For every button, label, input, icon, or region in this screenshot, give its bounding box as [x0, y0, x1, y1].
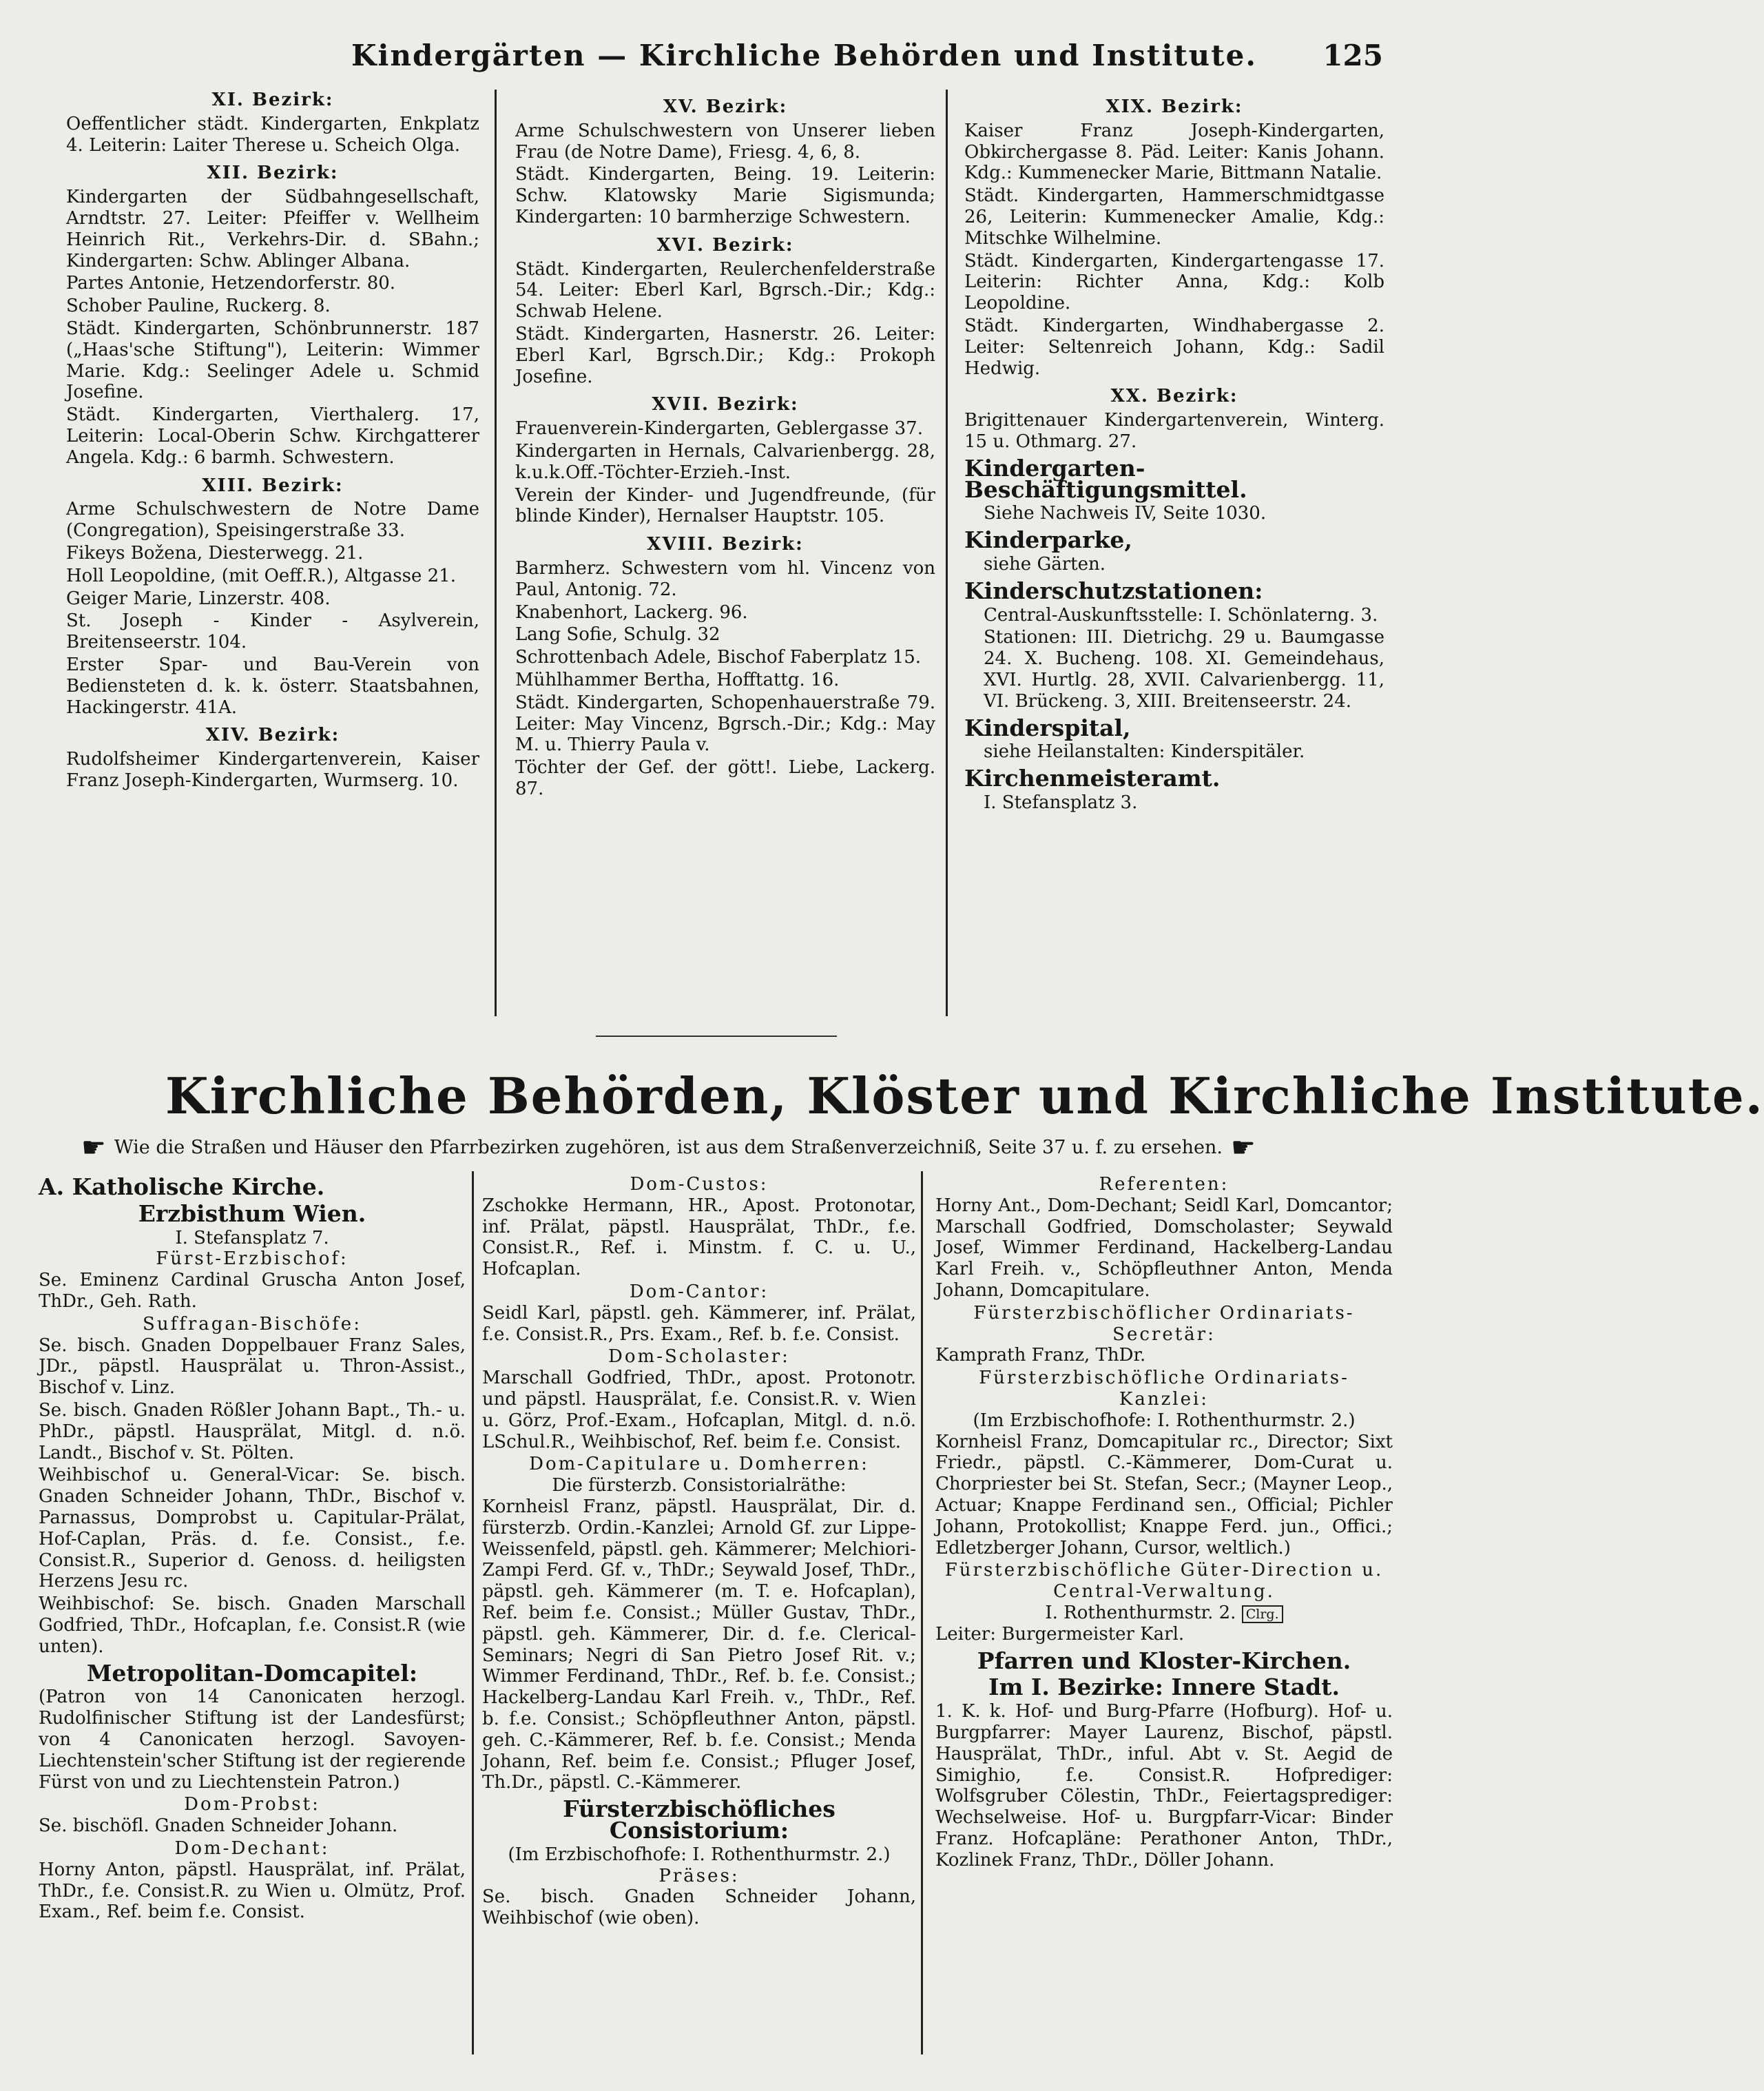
section-heading	[39, 1199, 466, 1227]
office-heading	[39, 1248, 466, 1270]
entry	[66, 499, 479, 542]
entry	[515, 164, 935, 227]
entry	[39, 1270, 466, 1312]
entry-text: Töchter der Gef. der gött!. Liebe, Lackerg. 87.	[515, 757, 935, 799]
entry-text: Städt. Kindergarten, Kindergartengasse 17. Leiterin: Richter Anna, Kdg.: Kolb Leopoldine.	[964, 250, 1384, 314]
entry-text: Verein der Kinder- und Jugendfreunde, (für blinde Kinder), Hernalser Hauptstr. 105.	[515, 484, 935, 527]
section-heading	[964, 577, 1384, 604]
entry	[935, 1432, 1393, 1559]
column-church-2	[482, 1174, 916, 1930]
header-title: Kindergärten — Kirchliche Behörden und Institute.	[351, 39, 1257, 72]
entry-text: Erzbisthum Wien.	[138, 1199, 366, 1227]
office-heading	[482, 1866, 916, 1887]
entry-text: (Im Erzbischofhofe: I. Rothenthurmstr. 2.)	[973, 1410, 1356, 1431]
entry	[39, 1815, 466, 1837]
office-heading	[935, 1174, 1393, 1195]
entry-text: Dom-Cantor:	[629, 1281, 769, 1302]
office-heading	[39, 1838, 466, 1860]
entry-text: Marschall Godfried, ThDr., apost. Protonotr. und päpstl. Hausprälat, f.e. Consist.R. v. Wien u. Görz, Prof.-Exam., Hofcaplan, Mitgl. d. n.ö. LSchul.R., Weihbischof, Ref. beim f.e. Consist.	[482, 1368, 916, 1452]
entry	[515, 757, 935, 800]
entry-text: Rudolfsheimer Kindergartenverein, Kaiser Franz Joseph-Kindergarten, Wurmserg. 10.	[66, 749, 479, 791]
entry-text: siehe Heilanstalten: Kinderspitäler.	[984, 741, 1305, 763]
entry-text: Kinderspital,	[964, 714, 1131, 741]
entry-text: XII. Bezirk:	[207, 163, 339, 184]
entry-text: Frauenverein-Kindergarten, Geblergasse 37.	[515, 418, 923, 440]
section-note	[81, 1131, 1404, 1164]
section-heading	[39, 1659, 466, 1687]
entry-text: Kindergarten der Südbahngesellschaft, Arndtstr. 27. Leiter: Pfeiffer v. Wellheim Heinrich Rit., Verkehrs-Dir. d. SBahn.; Kindergarten: Schw. Ablinger Albana.	[66, 187, 479, 271]
district-heading	[66, 90, 479, 111]
column-divider	[495, 90, 497, 1016]
entry-text: Erster Spar- und Bau-Verein von Bediensteten d. k. k. österr. Staatsbahnen, Hackingerstr. 41A.	[66, 654, 479, 718]
entry	[515, 670, 935, 691]
entry-text: Städt. Kindergarten, Hammerschmidtgasse 26, Leiterin: Kummenecker Amalie, Kdg.: Mitschke Wilhelmine.	[964, 185, 1384, 249]
entry-text: I. Rothenthurmstr. 2.	[1045, 1602, 1236, 1623]
office-heading	[935, 1303, 1393, 1346]
section-note-text: Wie die Straßen und Häuser den Pfarrbezirken zugehören, ist aus dem Straßenverzeichniß, Seite 37 u. f. zu ersehen.	[114, 1137, 1223, 1158]
entry-text: Geiger Marie, Linzerstr. 408.	[66, 588, 331, 609]
page-number: 125	[1322, 39, 1383, 72]
section-heading	[964, 454, 1384, 503]
entry-text: Fürst-Erzbischof:	[156, 1248, 349, 1270]
entry-text: Schober Pauline, Ruckerg. 8.	[66, 296, 331, 317]
entry	[66, 655, 479, 718]
entry-text: Se. bisch. Gnaden Rößler Johann Bapt., Th.- u. PhDr., päpstl. Hausprälat, Mitgl. d. n.ö. Landt., Bischof v. St. Pölten.	[39, 1399, 466, 1463]
column-kindergarten-1	[66, 83, 479, 793]
district-heading	[66, 475, 479, 497]
entry-text: Stationen: III. Dietrichg. 29 u. Baumgasse 24. X. Bucheng. 108. XI. Gemeindehaus, XVI. Hurtlg. 28, XVII. Calvarienbergg. 11, VI. Brückeng. 3, XIII. Breitenseerstr. 24.	[984, 627, 1384, 712]
district-heading	[66, 163, 479, 184]
entry	[39, 1594, 466, 1657]
column-divider	[472, 1171, 474, 2054]
entry-text: Oeffentlicher städt. Kindergarten, Enkplatz 4. Leiterin: Laiter Therese u. Scheich Olga.	[66, 113, 479, 156]
entry-text: Dom-Capitulare u. Domherren:	[529, 1454, 869, 1475]
entry-text: Kindergarten in Hernals, Calvarienbergg. 28, k.u.k.Off.-Töchter-Erzieh.-Inst.	[515, 440, 935, 483]
office-heading	[482, 1281, 916, 1303]
entry	[515, 624, 935, 646]
entry	[482, 1368, 916, 1452]
entry-text: XI. Bezirk:	[211, 90, 334, 110]
entry	[964, 605, 1384, 626]
entry-text: Städt. Kindergarten, Being. 19. Leiterin: Schw. Klatowsky Marie Sigismunda; Kindergarten: 10 barmherzige Schwestern.	[515, 164, 935, 227]
entry-text: XV. Bezirk:	[663, 96, 788, 117]
entry-text: (Patron von 14 Canonicaten herzogl. Rudolfinischer Stiftung ist der Landesfürst; von 4 Canonicaten herzogl. Savoyen-Liechtenstein'scher Stiftung ist der regierende Fürst von und zu Liechtenstein Patron.)	[39, 1687, 466, 1793]
entry	[66, 273, 479, 294]
entry	[964, 627, 1384, 712]
district-heading	[964, 96, 1384, 118]
section-heading	[964, 765, 1384, 792]
district-heading	[964, 386, 1384, 407]
section-heading	[39, 1173, 466, 1200]
office-heading	[935, 1560, 1393, 1603]
entry-text: Dom-Probst:	[184, 1794, 320, 1815]
entry-text: Fürsterzbischöflicher Ordinariats-Secretär:	[973, 1302, 1355, 1345]
entry-text: XIV. Bezirk:	[205, 725, 340, 746]
entry-text: Mühlhammer Bertha, Hofftattg. 16.	[515, 669, 840, 690]
entry	[482, 1303, 916, 1346]
district-heading	[66, 725, 479, 746]
entry	[515, 121, 935, 163]
entry	[515, 692, 935, 756]
entry	[935, 1345, 1393, 1366]
entry-text: Im I. Bezirke: Innere Stadt.	[988, 1673, 1340, 1701]
entry-text: Kornheisl Franz, Domcapitular rc., Director; Sixt Friedr., päpstl. C.-Kämmerer, Dom-Curat u. Chorpriester bei St. Stefan, Secr.; (Mayner Leop., Actuar; Knappe Ferdinand sen., Official; Pichler Johann, Protokollist; Knappe Ferd. jun., Offici.; Edletzberger Johann, Cursor, weltlich.)	[935, 1431, 1393, 1558]
entry	[66, 588, 479, 610]
centered-line	[935, 1410, 1393, 1432]
centered-line	[39, 1228, 466, 1249]
entry	[39, 1687, 466, 1793]
entry-text: Leiter: Burgermeister Karl.	[935, 1623, 1185, 1645]
section-heading	[964, 714, 1384, 741]
section-heading	[935, 1647, 1393, 1674]
entry-text: Dom-Scholaster:	[608, 1346, 790, 1368]
entry-text: Kirchenmeisteramt.	[964, 765, 1221, 792]
entry	[66, 610, 479, 653]
entry	[515, 602, 935, 624]
entry-text: Horny Anton, päpstl. Hausprälat, inf. Prälat, ThDr., f.e. Consist.R. zu Wien u. Olmütz, Prof. Exam., Ref. beim f.e. Consist.	[39, 1859, 466, 1923]
entry-text: 1. K. k. Hof- und Burg-Pfarre (Hofburg). Hof- u. Burgpfarrer: Mayer Laurenz, Bischof, päpstl. Hausprälat, ThDr., inful. Abt v. St. Aegid de Simighio, f.e. Consist.R. Hofprediger: Wolfsgruber Cölestin, ThDr., Feiertagsprediger: Wechselweise. Hof- u. Burgpfarr-Vicar: Binder Franz. Hofcapläne: Perathoner Anton, ThDr., Kozlinek Franz, ThDr., Döller Johann.	[935, 1701, 1393, 1871]
entry	[66, 404, 479, 468]
entry	[39, 1465, 466, 1592]
entry-text: XIII. Bezirk:	[202, 475, 344, 496]
entry-text: Knabenhort, Lackerg. 96.	[515, 601, 748, 623]
district-heading	[515, 534, 935, 555]
entry	[964, 316, 1384, 379]
entry	[66, 566, 479, 587]
section-rule	[596, 1036, 837, 1037]
entry-text: Zschokke Hermann, HR., Apost. Protonotar, inf. Prälat, päpstl. Hausprälat, ThDr., f.e. Consist.R., Ref. i. Minstm. f. C. u. U., Hofcaplan.	[482, 1195, 916, 1280]
entry-text: Referenten:	[1099, 1174, 1229, 1195]
entry-text: Kamprath Franz, ThDr.	[935, 1345, 1146, 1366]
entry	[482, 1195, 916, 1280]
entry-text: Se. bisch. Gnaden Doppelbauer Franz Sales, JDr., päpstl. Hausprälat u. Thron-Assist., Bischof v. Linz.	[39, 1335, 466, 1399]
entry-text: I. Stefansplatz 3.	[984, 792, 1138, 813]
entry-text: XVIII. Bezirk:	[647, 534, 804, 555]
entry-text: Brigittenauer Kindergartenverein, Winterg. 15 u. Othmarg. 27.	[964, 410, 1384, 452]
entry	[66, 749, 479, 792]
district-heading	[515, 235, 935, 256]
entry-text: Fürsterzbischöfliche Güter-Direction u. Central-Verwaltung.	[944, 1560, 1384, 1603]
entry-text: Se. bischöfl. Gnaden Schneider Johann.	[39, 1815, 398, 1837]
entry-text: St. Joseph - Kinder - Asylverein, Breitenseerstr. 104.	[66, 610, 479, 653]
entry-text: Partes Antonie, Hetzendorferstr. 80.	[66, 273, 396, 294]
entry	[39, 1335, 466, 1399]
office-heading	[482, 1174, 916, 1195]
entry	[935, 1195, 1393, 1301]
entry	[66, 296, 479, 317]
entry-text: Suffragan-Bischöfe:	[143, 1313, 362, 1335]
pointing-hand-icon: ☛	[1230, 1131, 1256, 1164]
entry-text: Weihbischof u. General-Vicar: Se. bisch. Gnaden Schneider Johann, ThDr., Bischof v. Parnassus, Domprobst u. Capitular-Prälat, Hof-Caplan, Präs. d. f.e. Consist., f.e. Consist.R., Superior d. Genoss. d. heiligsten Herzens Jesu rc.	[39, 1465, 466, 1592]
entry-text: Arme Schulschwestern de Notre Dame (Congregation), Speisingerstraße 33.	[66, 499, 479, 542]
office-heading	[39, 1314, 466, 1335]
entry-text: Kinderparke,	[964, 526, 1132, 554]
district-heading	[515, 96, 935, 118]
section-heading	[935, 1673, 1393, 1701]
entry-text: Fikeys Božena, Diesterwegg. 21.	[66, 542, 364, 564]
entry	[935, 1701, 1393, 1871]
office-heading	[482, 1346, 916, 1368]
entry	[515, 259, 935, 322]
pointing-hand-icon: ☛	[81, 1131, 106, 1164]
entry-text: (Im Erzbischofhofe: I. Rothenthurmstr. 2.)	[508, 1844, 891, 1865]
entry-text: Städt. Kindergarten, Reulerchenfelderstraße 54. Leiter: Eberl Karl, Bgrsch.-Dir.; Kdg.: Schwab Helene.	[515, 258, 935, 322]
entry	[482, 1886, 916, 1929]
entry-text: Central-Auskunftsstelle: I. Schönlaterng. 3.	[984, 604, 1378, 626]
entry-text: Städt. Kindergarten, Vierthalerg. 17, Leiterin: Local-Oberin Schw. Kirchgatterer Angela. Kdg.: 6 barmh. Schwestern.	[66, 404, 479, 468]
centered-line	[482, 1844, 916, 1866]
entry-text: I. Stefansplatz 7.	[175, 1227, 329, 1248]
entry	[515, 647, 935, 668]
entry-text: XVII. Bezirk:	[652, 394, 799, 415]
entry	[515, 418, 935, 440]
entry	[66, 318, 479, 403]
entry-text: siehe Gärten.	[984, 553, 1106, 575]
entry-text: Barmherz. Schwestern vom hl. Vincenz von Paul, Antonig. 72.	[515, 557, 935, 600]
entry-text: XVI. Bezirk:	[656, 234, 794, 256]
entry	[515, 324, 935, 387]
entry	[964, 554, 1384, 575]
column-church-1	[39, 1171, 466, 1924]
address-line	[935, 1603, 1393, 1624]
entry	[66, 114, 479, 156]
entry-text: Se. Eminenz Cardinal Gruscha Anton Josef, ThDr., Geh. Rath.	[39, 1270, 466, 1312]
entry	[515, 485, 935, 528]
entry-text: Städt. Kindergarten, Schönbrunnerstr. 187 („Haas'sche Stiftung"), Leiterin: Wimmer Marie. Kdg.: Seelinger Adele u. Schmid Josefine.	[66, 318, 479, 403]
entry	[964, 251, 1384, 314]
entry	[964, 121, 1384, 184]
entry	[964, 503, 1384, 524]
entry	[515, 558, 935, 601]
entry	[39, 1860, 466, 1923]
entry	[964, 741, 1384, 763]
column-church-3	[935, 1174, 1393, 1873]
entry	[964, 792, 1384, 814]
entry-text: Metropolitan-Domcapitel:	[86, 1659, 418, 1687]
entry	[964, 185, 1384, 249]
entry-text: Arme Schulschwestern von Unserer lieben Frau (de Notre Dame), Friesg. 4, 6, 8.	[515, 120, 935, 163]
entry-text: XIX. Bezirk:	[1106, 96, 1243, 117]
entry-text: Kaiser Franz Joseph-Kindergarten, Obkirchergasse 8. Päd. Leiter: Kanis Johann. Kdg.: Kummenecker Marie, Bittmann Natalie.	[964, 120, 1384, 184]
entry-text: Kornheisl Franz, päpstl. Hausprälat, Dir. d. fürsterzb. Ordin.-Kanzlei; Arnold Gf. zur Lippe-Weissenfeld, päpstl. geh. Kämmerer; Melchiori-Zampi Ferd. Gf. v., ThDr.; Seywald Josef, ThDr., päpstl. geh. Kämmerer (m. T. e. Hofcaplan), Ref. beim f.e. Consist.; Müller Gustav, ThDr., päpstl. geh. Kämmerer, Dir. d. f.e. Clerical-Seminars; Negri di San Pietro Josef Rit. v.; Wimmer Ferdinand, ThDr., Ref. b. f.e. Consist.; Hackelberg-Landau Karl Freih. v., ThDr., Ref. b. f.e. Consist.; Schöpfleuthner Anton, päpstl. geh. C.-Kämmerer, Ref. b. f.e. Consist.; Menda Johann, Ref. beim f.e. Consist.; Pfluger Josef, Th.Dr., päpstl. C.-Kämmerer.	[482, 1496, 916, 1793]
stamp-label: Clrg.	[1242, 1605, 1283, 1623]
entry-text: Weihbischof: Se. bisch. Gnaden Marschall Godfried, ThDr., Hofcaplan, f.e. Consist.R (wie unten).	[39, 1594, 466, 1657]
office-heading	[935, 1368, 1393, 1410]
section-heading	[964, 526, 1384, 554]
district-heading	[515, 394, 935, 415]
entry-text: Präses:	[658, 1865, 740, 1886]
entry	[515, 441, 935, 484]
entry-text: Städt. Kindergarten, Hasnerstr. 26. Leiter: Eberl Karl, Bgrsch.Dir.; Kdg.: Prokoph Josefine.	[515, 323, 935, 387]
entry-text: Dom-Dechant:	[174, 1837, 330, 1859]
entry-text: Seidl Karl, päpstl. geh. Kämmerer, inf. Prälat, f.e. Consist.R., Prs. Exam., Ref. b. f.e. Consist.	[482, 1302, 916, 1345]
section-title: Kirchliche Behörden, Klöster und Kirchliche Institute.	[165, 1067, 1764, 1125]
entry-text: Städt. Kindergarten, Windhabergasse 2. Leiter: Seltenreich Johann, Kdg.: Sadil Hedwig.	[964, 315, 1384, 379]
entry	[964, 410, 1384, 453]
entry-text: Die fürsterzb. Consistorialräthe:	[552, 1475, 847, 1496]
entry	[935, 1624, 1393, 1645]
office-heading	[39, 1794, 466, 1815]
entry	[482, 1496, 916, 1793]
entry-text: Kindergarten-Beschäftigungsmittel.	[964, 454, 1247, 503]
entry-text: Fürsterzbischöfliches Consistorium:	[563, 1795, 836, 1844]
entry-text: A. Katholische Kirche.	[39, 1173, 325, 1200]
entry-text: Holl Leopoldine, (mit Oeff.R.), Altgasse 21.	[66, 565, 456, 586]
entry-text: Dom-Custos:	[630, 1174, 769, 1195]
entry	[39, 1400, 466, 1463]
entry-text: Kinderschutzstationen:	[964, 577, 1263, 604]
entry	[66, 187, 479, 271]
entry-text: Horny Ant., Dom-Dechant; Seidl Karl, Domcantor; Marschall Godfried, Domscholaster; Seywald Josef, Wimmer Ferdinand, Hackelberg-Landau Karl Freih. v., Schöpfleuthner Anton, Menda Johann, Domcapitulare.	[935, 1195, 1393, 1301]
entry	[66, 543, 479, 564]
column-kindergarten-3	[964, 90, 1384, 815]
centered-line	[482, 1475, 916, 1496]
entry-text: Fürsterzbischöfliche Ordinariats-Kanzlei:	[979, 1368, 1349, 1410]
entry-text: Pfarren und Kloster-Kirchen.	[977, 1647, 1351, 1674]
entry-text: Schrottenbach Adele, Bischof Faberplatz 15.	[515, 647, 922, 668]
entry-text: Se. bisch. Gnaden Schneider Johann, Weihbischof (wie oben).	[482, 1886, 916, 1929]
entry-text: XX. Bezirk:	[1110, 386, 1238, 407]
entry-text: Städt. Kindergarten, Schopenhauerstraße 79. Leiter: May Vincenz, Bgrsch.-Dir.; Kdg.: May M. u. Thierry Paula v.	[515, 692, 935, 756]
column-divider	[921, 1171, 923, 2054]
column-kindergarten-2	[515, 90, 935, 801]
entry-text: Lang Sofie, Schulg. 32	[515, 624, 720, 646]
column-divider	[946, 90, 948, 1016]
office-heading	[482, 1454, 916, 1475]
entry-text: Siehe Nachweis IV, Seite 1030.	[984, 503, 1267, 524]
running-header	[76, 39, 1383, 83]
section-heading	[482, 1795, 916, 1844]
